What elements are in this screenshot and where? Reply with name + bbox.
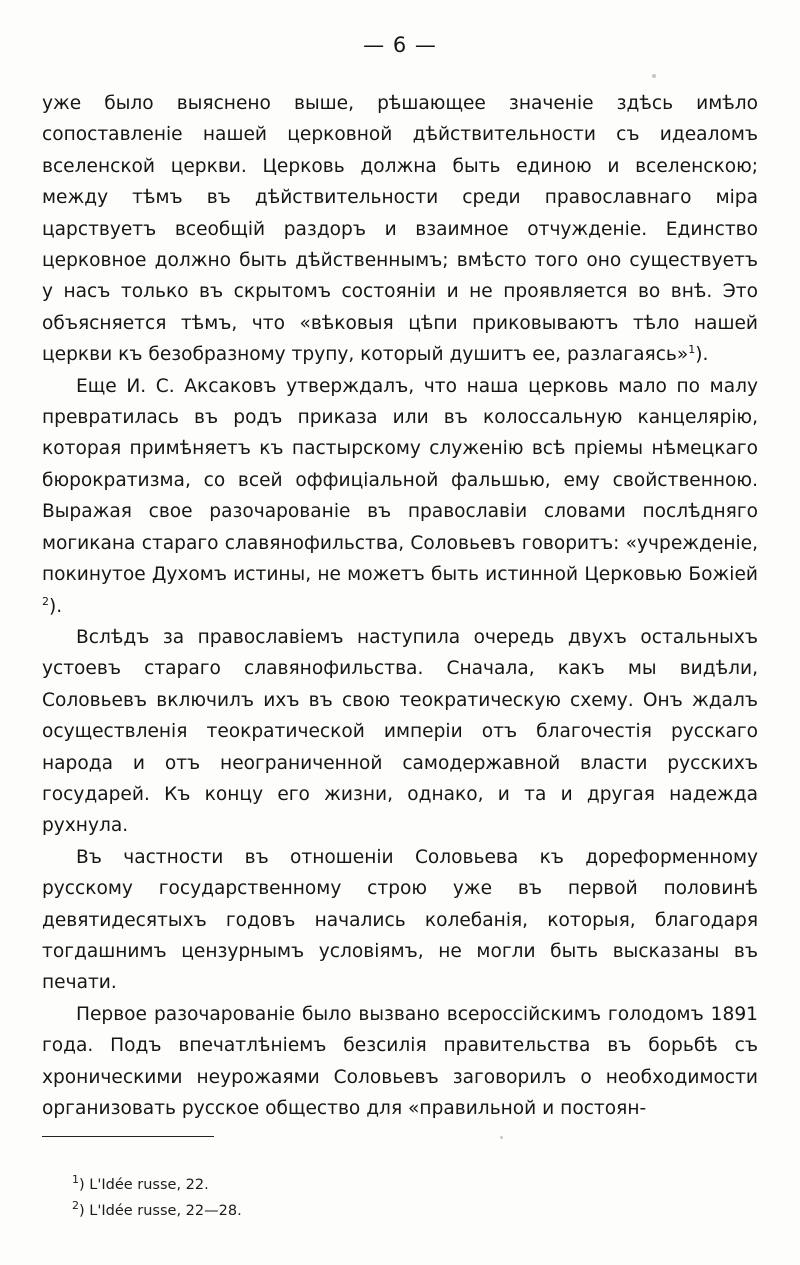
paragraph-1-tail: ). xyxy=(695,344,709,366)
footnote-text-2: L'Idée russe, 22—28. xyxy=(89,1203,242,1219)
paper-speck xyxy=(500,1136,503,1139)
paragraph-2-tail: ). xyxy=(49,595,63,617)
paragraph-2 xyxy=(42,371,758,622)
body-text xyxy=(42,88,758,1124)
footnotes xyxy=(72,1172,672,1224)
page-number: — 6 — xyxy=(363,33,437,57)
footnote-separator xyxy=(42,1136,214,1137)
paper-speck xyxy=(652,74,656,78)
footnote-ref-2[interactable]: 2 xyxy=(42,594,49,608)
footnote-ref-1[interactable]: 1 xyxy=(688,343,696,357)
footnote-text-1: L'Idée russe, 22. xyxy=(89,1177,209,1193)
footnote-item: $^1$) L'Idée russe, 22. xyxy=(72,1173,209,1193)
paragraph-4: Въ частности въ отношеніи Соловьева къ дореформенному русскому государственному строю уже въ первой половинѣ девятидесятыхъ годовъ начались колебанія, которыя, благодаря тогдашнимъ цензурнымъ условіямъ, не могли быть высказаны въ печати. xyxy=(42,846,758,994)
paragraph-1-text: уже было выяснено выше, рѣшающее значеніе здѣсь имѣло сопоставленіе нашей церковной дѣйствительности съ идеаломъ вселенской церкви. Церковь должна быть единою и вселенскою; между тѣмъ въ дѣйствительности среди православнаго міра царствуетъ всеобщій раздоръ и взаимное отчужденіе. Единство церковное должно быть дѣйственнымъ; вмѣсто того оно существуетъ у насъ только въ скрытомъ состояніи и не проявляется во внѣ. Это объясняется тѣмъ, что «вѣковыя цѣпи приковываютъ тѣло нашей церкви къ безобразному трупу, который душитъ ее, разлагаясь» xyxy=(42,93,758,366)
paragraph-3: Вслѣдъ за православіемъ наступила очередь двухъ остальныхъ устоевъ стараго славянофильства. Сначала, какъ мы видѣли, Соловьевъ включилъ ихъ въ свою теократическую схему. Онъ ждалъ осуществленія теократической имперіи отъ благочестія русскаго народа и отъ неограниченной самодержавной власти русскихъ государей. Къ концу его жизни, однако, и та и другая надежда рухнула. xyxy=(42,626,758,837)
paragraph-2-text: Еще И. С. Аксаковъ утверждалъ, что наша церковь мало по малу превратилась въ родъ приказа или въ колоссальную канцелярію, которая примѣняетъ къ пастырскому служенію всѣ пріемы нѣмецкаго бюрократизма, со всей оффиціальной фальшью, ему свойственною. Выражая свое разочарованіе въ православіи словами послѣдняго могикана стараго славянофильства, Соловьевъ говоритъ: «учрежденіе, покинутое Духомъ истины, не можетъ быть истинной Церковью Божіей xyxy=(42,375,758,586)
paragraph-1 xyxy=(42,88,758,371)
paragraph-5: Первое разочарованіе было вызвано всероссійскимъ голодомъ 1891 года. Подъ впечатлѣніемъ безсилія правительства въ борьбѣ съ хроническими неурожаями Соловьевъ заговорилъ о необходимости организовать русское общество для «правильной и постоян- xyxy=(42,1003,758,1119)
footnote-marker-2: 2 xyxy=(72,1199,79,1213)
footnote-marker-1: 1 xyxy=(72,1173,79,1187)
footnote-item: $^2$) L'Idée russe, 22—28. xyxy=(72,1199,242,1219)
